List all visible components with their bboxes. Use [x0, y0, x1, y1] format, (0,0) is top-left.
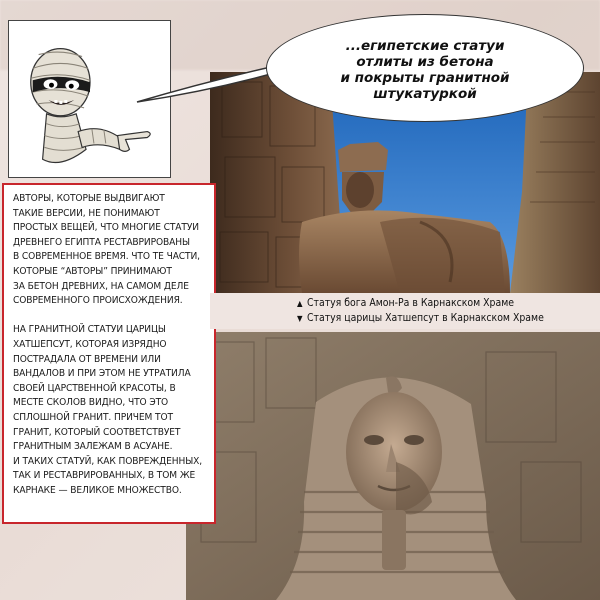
caption-bottom-text: Статуя царицы Хатшепсут в Карнакском Храме	[307, 312, 544, 324]
speech-bubble-text	[340, 38, 509, 102]
text-line: МЕСТЕ СКОЛОВ ВИДНО, ЧТО ЭТО	[13, 397, 169, 409]
speech-bubble	[266, 14, 584, 122]
triangle-up-icon: ▲	[297, 299, 303, 308]
caption-top	[297, 297, 514, 309]
text-line: ВАНДАЛОВ И ПРИ ЭТОМ НЕ УТРАТИЛА	[13, 368, 191, 380]
text-line: ДРЕВНЕГО ЕГИПТА РЕСТАВРИРОВАНЫ	[13, 236, 190, 248]
triangle-down-icon: ▼	[297, 314, 303, 323]
text-line: АВТОРЫ, КОТОРЫЕ ВЫДВИГАЮТ	[13, 193, 165, 204]
caption-top-text: Статуя бога Амон-Ра в Карнакском Храме	[307, 297, 515, 309]
text-line: НА ГРАНИТНОЙ СТАТУИ ЦАРИЦЫ	[13, 324, 166, 336]
hatshepsut-statue-photo	[186, 332, 600, 600]
speech-line: ...египетские статуи	[345, 38, 505, 54]
text-line: ГРАНИТНЫМ ЗАЛЕЖАМ В АСУАНЕ.	[13, 441, 173, 453]
paragraph-2	[13, 323, 208, 498]
caption-bottom	[297, 312, 544, 324]
text-line: ГРАНИТ, КОТОРЫЙ СООТВЕТСТВУЕТ	[13, 426, 181, 438]
speech-bubble-tail	[135, 66, 285, 106]
speech-line: штукатуркой	[373, 86, 477, 102]
text-line: ТАКИЕ ВЕРСИИ, НЕ ПОНИМАЮТ	[13, 207, 160, 219]
text-line: ЗА БЕТОН ДРЕВНИХ, НА САМОМ ДЕЛЕ	[13, 280, 189, 292]
text-line: КОТОРЫЕ “АВТОРЫ” ПРИНИМАЮТ	[13, 265, 172, 277]
text-line: СОВРЕМЕННОГО ПРОИСХОЖДЕНИЯ.	[13, 295, 183, 307]
speech-line: и покрыты гранитной	[340, 70, 510, 86]
text-line: ПОСТРАДАЛА ОТ ВРЕМЕНИ ИЛИ	[13, 353, 161, 365]
text-line: ХАТШЕПСУТ, КОТОРАЯ ИЗРЯДНО	[13, 338, 167, 350]
text-line: В СОВРЕМЕННОЕ ВРЕМЯ. ЧТО ТЕ ЧАСТИ,	[13, 251, 200, 263]
text-line: ТАК И РЕСТАВРИРОВАННЫХ, В ТОМ ЖЕ	[13, 470, 196, 482]
text-line: ПРОСТЫХ ВЕЩЕЙ, ЧТО МНОГИЕ СТАТУИ	[13, 222, 199, 234]
paragraph-1	[13, 192, 208, 309]
photo-captions	[210, 293, 600, 329]
speech-line: отлиты из бетона	[356, 54, 494, 70]
article-text-box	[2, 183, 216, 524]
text-line: СВОЕЙ ЦАРСТВЕННОЙ КРАСОТЫ, В	[13, 382, 176, 394]
text-line: И ТАКИХ СТАТУЙ, КАК ПОВРЕЖДЕННЫХ,	[13, 455, 203, 467]
paragraph-gap	[13, 309, 208, 324]
text-line: КАРНАКЕ — ВЕЛИКОЕ МНОЖЕСТВО.	[13, 484, 182, 496]
text-line: СПЛОШНОЙ ГРАНИТ. ПРИЧЕМ ТОТ	[13, 411, 173, 423]
